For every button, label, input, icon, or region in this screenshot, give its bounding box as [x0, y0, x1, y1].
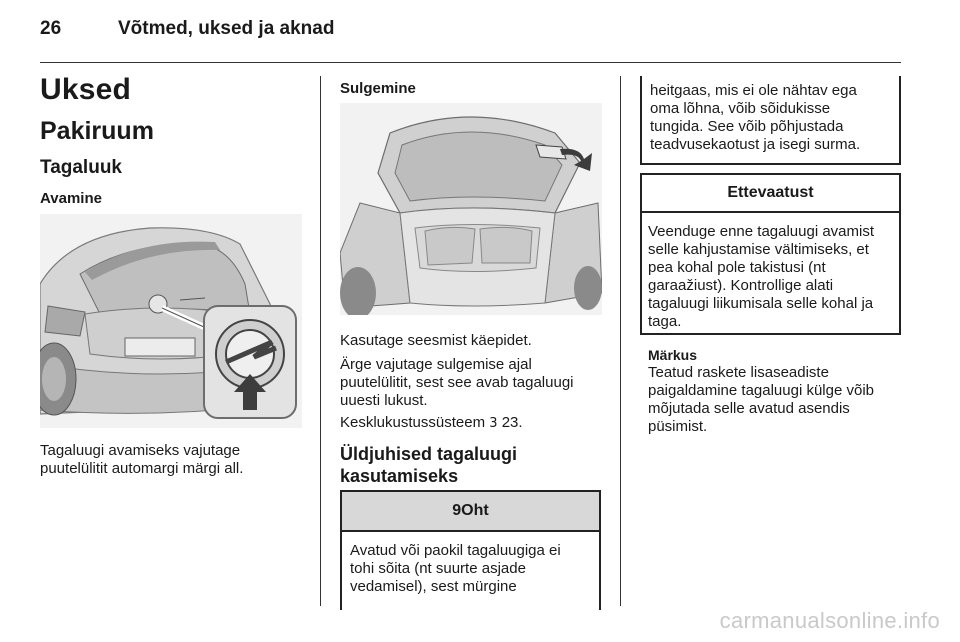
danger-cont-line2: oma lõhna, võib sõidukisse — [650, 100, 831, 117]
note-line1: Teatud raskete lisaseadiste — [648, 364, 829, 381]
note-title: Märkus — [648, 347, 698, 363]
danger-title: Oht — [461, 502, 489, 519]
danger-body — [342, 532, 599, 596]
caution-line6: taga. — [648, 313, 682, 330]
note-line3: mõjutada selle avatud asendis — [648, 400, 850, 417]
caution-header: Ettevaatust — [642, 175, 899, 213]
danger-cont-line4: teadvusekaotust ja isegi surma. — [650, 136, 861, 153]
caution-line1: Veenduge enne tagaluugi avamist — [648, 223, 875, 240]
caution-line3: pea kohal pole takistusi (nt — [648, 259, 826, 276]
cross-reference-link[interactable]: 23. — [501, 414, 523, 431]
figure-tailgate-closing — [340, 103, 602, 315]
danger-line2: tohi sõita (nt suurte asjade — [350, 560, 526, 577]
caption-open-line1: Tagaluugi avamiseks vajutage — [40, 442, 241, 459]
heading-uksed: Uksed — [40, 73, 132, 106]
para-no-switch-line1: Ärge vajutage sulgemise ajal — [340, 356, 532, 373]
danger-box-continued — [640, 76, 901, 165]
heading-sulgemine: Sulgemine — [340, 80, 416, 97]
column-divider-2 — [620, 76, 621, 606]
danger-triangle-icon: 9 — [452, 502, 462, 519]
page-number: 26 — [40, 18, 62, 39]
heading-tagaluuk: Tagaluuk — [40, 157, 122, 178]
open-tailgate-illustration — [340, 103, 602, 315]
column-divider-1 — [320, 76, 321, 606]
watermark: carmanualsonline.info — [719, 608, 940, 633]
para-no-switch-line3: uuesti lukust. — [340, 392, 428, 409]
para-use-handle: Kasutage seesmist käepidet. — [340, 332, 532, 349]
cross-reference-arrow-icon: 3 — [489, 416, 498, 431]
note-line2: paigaldamine tagaluugi külge võib — [648, 382, 874, 399]
car-rear-illustration — [40, 214, 302, 428]
header-rule — [40, 62, 901, 63]
figure-tailgate-opening — [40, 214, 302, 428]
danger-box — [340, 490, 601, 610]
danger-cont-line1: heitgaas, mis ei ole nähtav ega — [650, 82, 857, 99]
danger-continued-body — [642, 76, 899, 154]
caution-box — [640, 173, 901, 335]
para-central-locking — [340, 414, 523, 433]
heading-general-line2: kasutamiseks — [340, 466, 459, 486]
caution-line2: selle kahjustamise vältimiseks, et — [648, 241, 869, 258]
central-locking-text: Kesklukustussüsteem — [340, 414, 486, 431]
caution-body — [642, 213, 899, 331]
note-line4: püsimist. — [648, 418, 708, 435]
heading-general-line1: Üldjuhised tagaluugi — [340, 444, 518, 464]
danger-line1: Avatud või paokil tagaluugiga ei — [350, 542, 561, 559]
danger-cont-line3: tungida. See võib põhjustada — [650, 118, 844, 135]
para-no-switch-line2: puutelülitit, sest see avab tagaluugi — [340, 374, 574, 391]
danger-header — [342, 492, 599, 532]
chapter-title: Võtmed, uksed ja aknad — [118, 18, 335, 39]
danger-line3: vedamisel), sest mürgine — [350, 578, 517, 595]
caution-line4: garaažiust). Kontrollige alati — [648, 277, 834, 294]
heading-avamine: Avamine — [40, 190, 102, 207]
caution-line5: tagaluugi liikumisala selle kohal ja — [648, 295, 874, 312]
caption-open-line2: puutelülitit automargi märgi all. — [40, 460, 244, 477]
heading-pakiruum: Pakiruum — [40, 117, 154, 145]
